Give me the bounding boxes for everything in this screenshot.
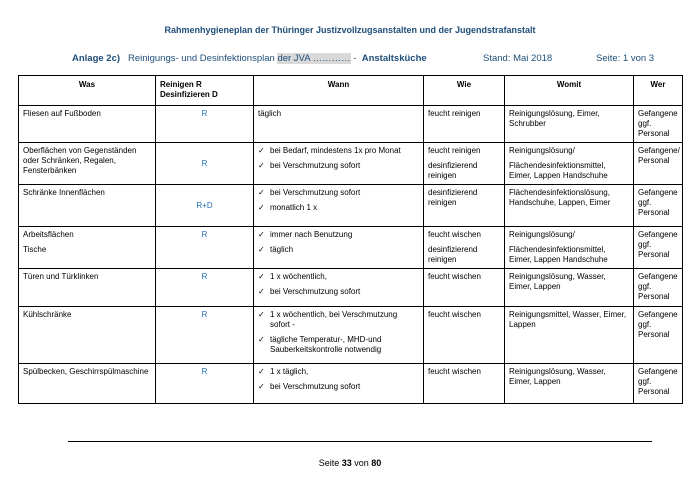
cell-wann [254,307,424,364]
footer-total-pages: 80 [371,458,382,468]
cell-wann [254,143,424,185]
table-row [19,269,683,307]
col-header-wie: Wie [424,76,505,106]
cell-wann [254,269,424,307]
cell-was [19,143,156,185]
table-row [19,143,683,185]
cell-wie [424,364,505,404]
cell-womit [505,269,634,307]
cell-wer [634,185,683,227]
wer-text: Gefangene ggf. Personal [638,188,678,217]
womit-text: Flächendesinfektionsmittel, Eimer, Lappen Handschuhe [509,161,608,180]
area-label: Anstaltsküche [361,53,427,64]
wann-check-item: ✓ 1 x täglich, [258,367,419,377]
was-text: Fliesen auf Fußboden [23,109,101,118]
reinigen-code: R [201,109,208,118]
wie-text: feucht wischen [428,272,481,281]
was-text: Arbeitsflächen [23,230,74,239]
cell-was [19,185,156,227]
table-row [19,227,683,269]
cell-wie [424,185,505,227]
reinigen-code: R [201,367,208,376]
cell-reinigen [156,269,254,307]
cell-wer [634,106,683,143]
cell-wer [634,227,683,269]
wie-text: feucht wischen [428,230,481,239]
table-header-row [19,76,683,106]
table-row [19,106,683,143]
womit-text: Reinigungslösung, Wasser, Eimer, Lappen [509,367,606,386]
cell-reinigen [156,185,254,227]
anlage-label: Anlage 2c) [72,53,121,64]
wer-text: Gefangene ggf. Personal [638,230,678,259]
cell-wer [634,307,683,364]
cell-reinigen [156,227,254,269]
wann-check-item: ✓ 1 x wöchentlich, [258,272,419,282]
stand-label: Stand: Mai 2018 [483,53,553,64]
wann-check-item: ✓ bei Verschmutzung sofort [258,188,419,198]
wann-check-item: ✓ bei Verschmutzung sofort [258,287,419,297]
footer-prefix: Seite [318,458,340,468]
footer-page-number: 33 [341,458,352,468]
cell-reinigen [156,364,254,404]
wann-check-item: ✓ bei Verschmutzung sofort [258,382,419,392]
cell-womit [505,143,634,185]
womit-text: Reinigungslösung/ [509,146,575,155]
womit-text: Reinigungslösung/ [509,230,575,239]
footer-divider [68,441,652,442]
was-text: Tische [23,245,47,254]
wie-text: desinfizierend reinigen [428,245,478,264]
was-text: Schränke Innenflächen [23,188,105,197]
cell-was [19,106,156,143]
wann-check-item: ✓ bei Bedarf, mindestens 1x pro Monat [258,146,419,156]
subheader [72,53,427,64]
wer-text: Gefangene ggf. Personal [638,367,678,396]
col-header-reinigen [156,76,254,106]
table-row [19,364,683,404]
reinigen-code: R [201,158,208,168]
cell-wann [254,106,424,143]
col-header-wann: Wann [254,76,424,106]
cleaning-plan-table [18,75,683,404]
cell-reinigen [156,307,254,364]
wer-text: Gefangene ggf. Personal [638,272,678,301]
wer-text: Gefangene ggf. Personal [638,310,678,339]
col-header-wer: Wer [634,76,683,106]
cell-womit [505,185,634,227]
cell-reinigen [156,106,254,143]
wie-text: desinfizierend reinigen [428,161,478,180]
col-header-was: Was [19,76,156,106]
wie-text: feucht reinigen [428,109,481,118]
was-text: Kühlschränke [23,310,72,319]
cell-womit [505,227,634,269]
was-text: Spülbecken, Geschirrspülmaschine [23,367,149,376]
dash: - [353,53,357,64]
reinigen-code: R [201,272,208,281]
wann-check-item: ✓ monatlich 1 x [258,203,419,213]
table-row [19,185,683,227]
womit-text: Flächendesinfektionslösung, Handschuhe, Lappen, Eimer [509,188,611,207]
cell-wann [254,185,424,227]
page-footer [0,458,700,468]
wann-check-item: ✓ bei Verschmutzung sofort [258,161,419,171]
cell-wer [634,269,683,307]
reinigen-code: R+D [196,200,213,210]
wann-check-item: ✓ tägliche Temperatur-, MHD-und Sauberkeitskontrolle notwendig [258,335,419,355]
cell-wie [424,307,505,364]
col-header-womit: Womit [505,76,634,106]
womit-text: Flächendesinfektionsmittel, Eimer, Lappen Handschuhe [509,245,608,264]
col-header-reinigen-line1: Reinigen R [160,80,202,89]
was-text: Oberflächen von Gegenständen oder Schränken, Regalen, Fensterbänken [23,146,137,175]
was-text: Türen und Türklinken [23,272,99,281]
womit-text: Reinigungslösung, Wasser, Eimer, Lappen [509,272,606,291]
wann-check-item: ✓ immer nach Benutzung [258,230,419,240]
cell-was [19,269,156,307]
wie-text: feucht wischen [428,367,481,376]
table-row [19,307,683,364]
wann-check-item: ✓ 1 x wöchentlich, bei Verschmutzung sofort - [258,310,419,330]
cell-womit [505,364,634,404]
cell-wann [254,227,424,269]
footer-mid: von [354,458,369,468]
col-header-reinigen-line2: Desinfizieren D [160,90,218,99]
cell-wie [424,143,505,185]
cell-womit [505,307,634,364]
document-header-title: Rahmenhygieneplan der Thüringer Justizvollzugsanstalten und der Jugendstrafanstalt [164,25,536,35]
wie-text: desinfizierend reinigen [428,188,478,207]
wer-text: Gefangene ggf. Personal [638,109,678,138]
cell-was [19,307,156,364]
page-of-label: Seite: 1 von 3 [596,53,655,64]
reinigen-code: R [201,310,208,319]
plan-label: Reinigungs- und Desinfektionsplan [127,53,275,64]
cell-wer [634,364,683,404]
wer-text: Gefangene/ Personal [638,146,680,165]
cell-was [19,227,156,269]
wie-text: feucht reinigen [428,146,481,155]
reinigen-code: R [201,230,208,239]
wann-check-item: ✓ täglich [258,245,419,255]
wie-text: feucht wischen [428,310,481,319]
womit-text: Reinigungslösung, Eimer, Schrubber [509,109,600,128]
cell-was [19,364,156,404]
cell-womit [505,106,634,143]
womit-text: Reinigungsmittel, Wasser, Eimer, Lappen [509,310,627,329]
jva-placeholder: der JVA ………… [277,53,351,64]
cell-reinigen [156,143,254,185]
cell-wie [424,269,505,307]
cell-wann [254,364,424,404]
cell-wie [424,227,505,269]
cell-wie [424,106,505,143]
wann-text: täglich [258,109,282,118]
cell-wer [634,143,683,185]
